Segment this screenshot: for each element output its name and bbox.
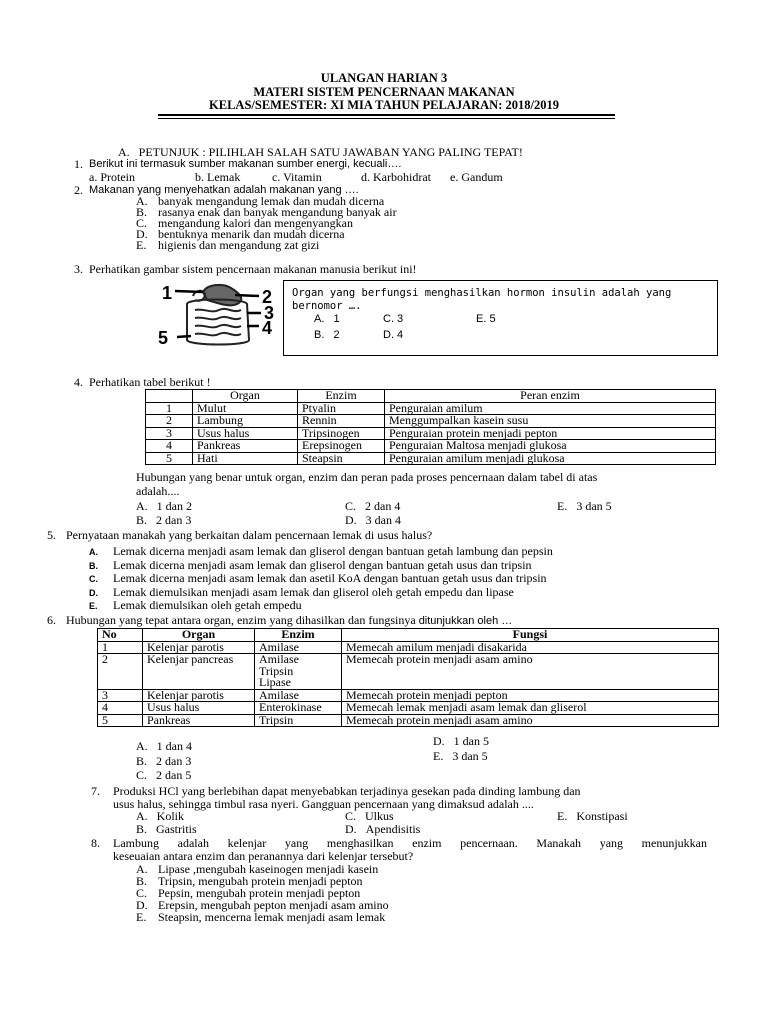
q2-option-letter: A.	[136, 194, 148, 208]
q8-option-text: Tripsin, mengubah protein menjadi pepton	[158, 874, 363, 888]
instruction: A. PETUNJUK : PILIHLAH SALAH SATU JAWABAN YANG PALING TEPAT!	[118, 145, 523, 159]
q5-text: Pernyataan manakah yang berkaitan dalam pencernaan lemak di usus halus?	[66, 528, 433, 542]
q2-option-text: bentuknya menarik dan mudah dicerna	[158, 227, 345, 241]
table-cell: Erepsinogen	[298, 440, 385, 453]
table-cell: Usus halus	[143, 702, 255, 715]
table-header-cell: No	[98, 629, 143, 642]
q6-option-c: C. 2 dan 5	[136, 768, 192, 782]
q2-option-text: mengandung kalori dan mengenyangkan	[158, 216, 353, 230]
table-cell: 3	[98, 689, 143, 702]
table-cell: 4	[146, 440, 193, 453]
table-header-cell: Peran enzim	[385, 390, 716, 403]
q5-option-text: Lemak diemulsikan oleh getah empedu	[113, 598, 302, 612]
q5-option	[89, 545, 553, 559]
q2-option-letter: E.	[136, 238, 147, 252]
q4-option-d: D. 3 dan 4	[345, 513, 401, 527]
table-cell: Kelenjar pancreas	[143, 654, 255, 690]
q5-option-letter: B.	[89, 560, 98, 571]
diagram-label-4: 4	[262, 318, 273, 338]
q4-text: 4. Perhatikan tabel berikut !	[74, 375, 211, 389]
table-cell: Kelenjar parotis	[143, 689, 255, 702]
table-header-cell: Organ	[143, 629, 255, 642]
doc-title: ULANGAN HARIAN 3	[320, 71, 448, 85]
q5-number: 5.	[47, 528, 56, 542]
q1-option-d: d. Karbohidrat	[361, 170, 431, 184]
q8-options	[136, 863, 389, 923]
table-cell: Tripsin	[255, 714, 342, 727]
table-cell: Lambung	[193, 415, 298, 428]
q2-option-text: rasanya enak dan banyak mengandung banyak air	[158, 205, 397, 219]
table-header-cell: Enzim	[255, 629, 342, 642]
q1-number: 1.	[74, 157, 83, 171]
table-cell: Hati	[193, 452, 298, 465]
q3-option-b: B. 2	[314, 329, 340, 341]
q5-option	[89, 572, 553, 586]
q5-option-letter: E.	[89, 601, 98, 611]
table-row	[146, 452, 716, 465]
table-cell: Rennin	[298, 415, 385, 428]
q1-option-e: e. Gandum	[450, 170, 503, 184]
table-row	[98, 714, 719, 727]
diagram-label-1: 1	[162, 283, 173, 303]
table-cell: Tripsinogen	[298, 427, 385, 440]
q6-table	[97, 628, 719, 727]
doc-class-info: KELAS/SEMESTER: XI MIA TAHUN PELAJARAN: 2018/2019	[209, 98, 559, 112]
table-cell: 2	[146, 415, 193, 428]
table-cell: Pankreas	[193, 440, 298, 453]
q3-option-e: E. 5	[476, 313, 496, 325]
q8-option-letter: C.	[136, 886, 148, 900]
q7-option-a: A. Kolik	[136, 809, 184, 823]
q8-option-letter: B.	[136, 874, 148, 888]
q8-option-letter: D.	[136, 898, 148, 912]
q5-option-text: Lemak dicerna menjadi asam lemak dan gliserol dengan bantuan getah lambung dan pepsin	[113, 544, 553, 558]
q4-after-line2: adalah....	[136, 484, 180, 498]
table-cell: 5	[146, 452, 193, 465]
q8-option-text: Erepsin, mengubah pepton menjadi asam amino	[158, 898, 389, 912]
q2-options	[136, 196, 397, 251]
q7-line2: usus halus, sehingga timbul rasa nyeri. Gangguan pencernaan yang dimaksud adalah ....	[113, 797, 534, 811]
q1-option-a: a. Protein	[89, 170, 135, 184]
enzim-line: Tripsin	[259, 663, 294, 678]
table-cell: Usus halus	[193, 427, 298, 440]
diagram-label-3: 3	[264, 303, 275, 323]
q1-text: Berikut ini termasuk sumber makanan sumber energi, kecuali….	[89, 158, 402, 170]
q4-option-a: A. 1 dan 2	[136, 499, 192, 513]
table-cell: Enterokinase	[255, 702, 342, 715]
enzim-line: Amilase	[259, 652, 299, 666]
q8-option-letter: A.	[136, 862, 148, 876]
q5-option	[89, 599, 553, 613]
table-cell: Penguraian Maltosa menjadi glukosa	[385, 440, 716, 453]
table-header-cell: Fungsi	[342, 629, 719, 642]
q7-option-d: D. Apendisitis	[345, 822, 421, 836]
header-divider	[158, 114, 615, 116]
q2-number: 2.	[74, 183, 83, 197]
q2-option-text: banyak mengandung lemak dan mudah dicerna	[158, 194, 385, 208]
table-cell: Ptyalin	[298, 402, 385, 415]
q8-option-text: Lipase ,mengubah kaseinogen menjadi kasein	[158, 862, 379, 876]
q4-table	[145, 389, 716, 465]
q2-text: Makanan yang menyehatkan adalah makanan yang ….	[89, 184, 359, 196]
q8-option-text: Steapsin, mencerna lemak menjadi asam lemak	[158, 910, 386, 924]
header-divider-thin	[158, 118, 615, 119]
q5-option-letter: A.	[89, 547, 98, 557]
q6-number: 6.	[47, 613, 56, 627]
table-cell: Steapsin	[298, 452, 385, 465]
q6-option-d: D. 1 dan 5	[433, 734, 489, 748]
enzim-line: Lipase	[259, 675, 291, 689]
q5-option-text: Lemak dicerna menjadi asam lemak dan gliserol dengan bantuan getah usus dan tripsin	[113, 557, 532, 572]
table-cell: Memecah protein menjadi pepton	[342, 689, 719, 702]
q7-number: 7.	[91, 784, 100, 798]
table-cell: Pankreas	[143, 714, 255, 727]
q4-option-e: E. 3 dan 5	[557, 499, 612, 513]
table-cell: Amilase	[255, 641, 342, 654]
table-cell: Amilase	[255, 689, 342, 702]
table-cell: Kelenjar parotis	[143, 641, 255, 654]
q7-option-c: C. Ulkus	[345, 809, 394, 823]
table-cell: Memecah protein menjadi asam amino	[342, 654, 719, 690]
q4-option-b: B. 2 dan 3	[136, 513, 192, 527]
q5-options	[89, 545, 553, 613]
table-header-cell: Enzim	[298, 390, 385, 403]
q4-after-line1: Hubungan yang benar untuk organ, enzim dan peran pada proses pencernaan dalam tabel di atas	[136, 470, 598, 484]
q6-option-b: B. 2 dan 3	[136, 754, 192, 768]
q3-option-c: C. 3	[383, 313, 404, 325]
q8-option-letter: E.	[136, 910, 147, 924]
q8-line1: Lambung adalah kelenjar yang menghasilkan enzim pencernaan. Manakah yang menunjukkan	[113, 836, 707, 850]
table-cell: Penguraian amilum menjadi glukosa	[385, 452, 716, 465]
q5-option-text: Lemak diemulsikan menjadi asam lemak dan gliserol oleh getah empedu dan lipase	[113, 584, 514, 599]
q6-text-tail: ditunjukkan oleh …	[418, 615, 513, 627]
table-cell: 3	[146, 427, 193, 440]
q2-option-text: higienis dan mengandung zat gizi	[158, 238, 320, 252]
q7-option-e: E. Konstipasi	[557, 809, 628, 823]
q6-option-e: E. 3 dan 5	[433, 749, 488, 763]
table-cell: Memecah lemak menjadi asam lemak dan gliserol	[342, 702, 719, 715]
table-cell	[255, 654, 342, 690]
table-cell: Memecah protein menjadi asam amino	[342, 714, 719, 727]
q5-option	[89, 586, 553, 600]
q4-option-c: C. 2 dan 4	[345, 499, 401, 513]
q6-text	[66, 614, 512, 628]
q2-option-letter: D.	[136, 227, 148, 241]
q7-line1: Produksi HCl yang berlebihan dapat menyebabkan terjadinya gesekan pada dinding lambung dan	[113, 784, 581, 798]
q3-question-box	[283, 280, 718, 356]
table-cell: Penguraian protein menjadi pepton	[385, 427, 716, 440]
q3-box-line1: Organ yang berfungsi menghasilkan hormon insulin adalah yang	[292, 287, 672, 299]
q3-option-a: A. 1	[314, 313, 340, 325]
q2-option	[136, 240, 397, 251]
q8-option-text: Pepsin, mengubah protein menjadi pepton	[158, 886, 361, 900]
q2-option-letter: B.	[136, 205, 148, 219]
doc-subtitle: MATERI SISTEM PENCERNAAN MAKANAN	[253, 85, 515, 99]
q7-option-b: B. Gastritis	[136, 822, 197, 836]
table-cell: Mulut	[193, 402, 298, 415]
q8-option	[136, 911, 389, 923]
q3-option-d: D. 4	[383, 329, 404, 341]
q3-box-line2: bernomor ….	[292, 300, 362, 312]
q5-option-text: Lemak dicerna menjadi asam lemak dan asetil KoA dengan bantuan getah usus dan tripsin	[113, 571, 547, 585]
q5-option-letter: D.	[89, 587, 98, 598]
q3-text: 3. Perhatikan gambar sistem pencernaan makanan manusia berikut ini!	[74, 262, 417, 276]
q5-option-letter: C.	[89, 574, 98, 584]
q2-option-letter: C.	[136, 216, 148, 230]
diagram-label-2: 2	[262, 287, 273, 307]
table-row	[98, 654, 719, 690]
table-cell: Memecah amilum menjadi disakarida	[342, 641, 719, 654]
table-cell: 4	[98, 702, 143, 715]
q1-option-c: c. Vitamin	[272, 170, 322, 184]
table-cell: 5	[98, 714, 143, 727]
table-cell: Penguraian amilum	[385, 402, 716, 415]
q6-option-a: A. 1 dan 4	[136, 739, 192, 753]
q1-option-b: b. Lemak	[195, 170, 241, 184]
q5-option	[89, 559, 553, 573]
q8-line2: keseuaian antara enzim dan peranannya dari kelenjar tersebut?	[113, 849, 414, 863]
table-cell: 1	[98, 641, 143, 654]
table-header-cell: Organ	[193, 390, 298, 403]
diagram-label-5: 5	[158, 328, 169, 348]
table-cell: 2	[98, 654, 143, 690]
table-cell: Menggumpalkan kasein susu	[385, 415, 716, 428]
q6-text-main: Hubungan yang tepat antara organ, enzim yang dihasilkan dan fungsinya	[66, 613, 419, 627]
table-cell: 1	[146, 402, 193, 415]
q8-number: 8.	[91, 836, 100, 850]
